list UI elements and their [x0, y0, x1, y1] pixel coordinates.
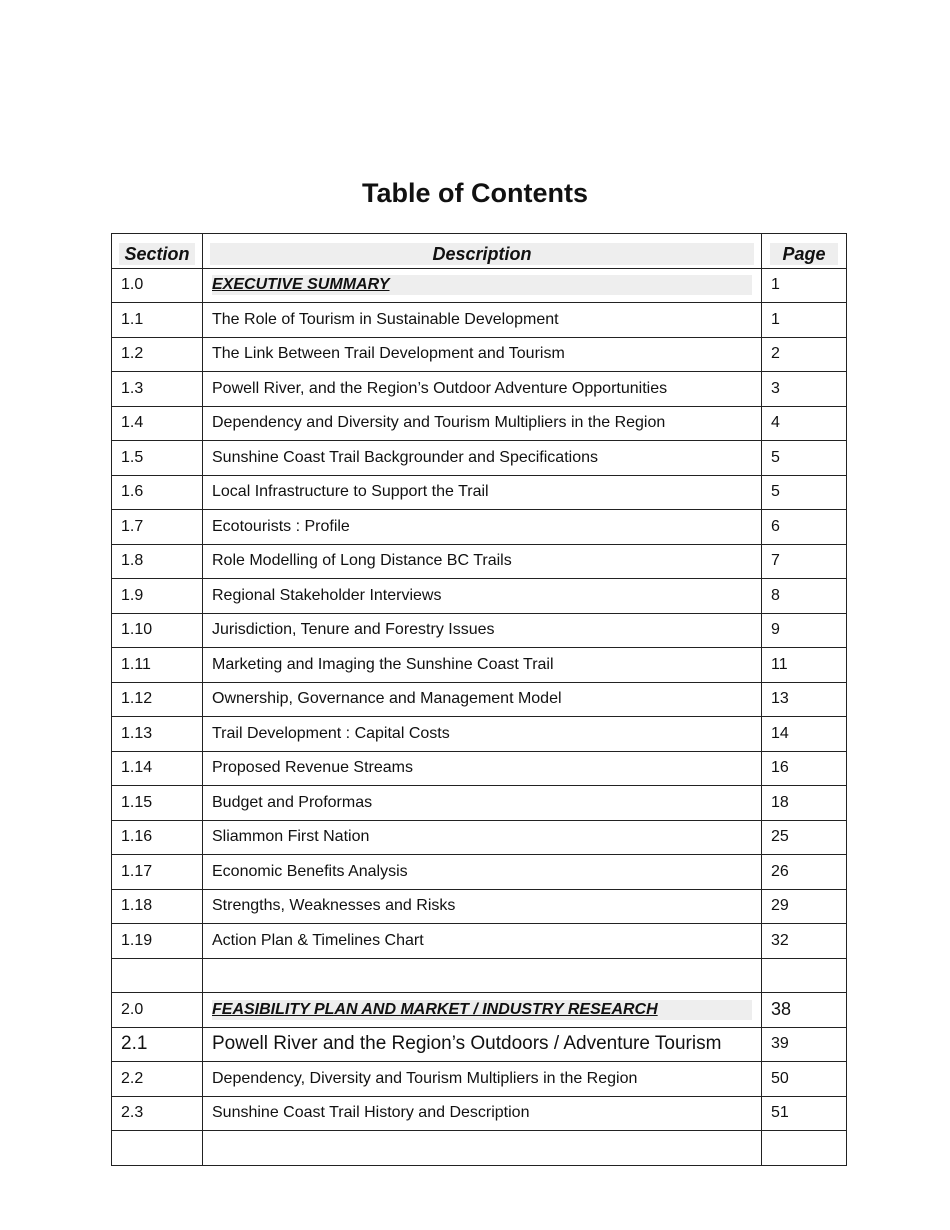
toc-row[interactable]: [112, 544, 847, 579]
section-number: 1.5: [112, 441, 203, 476]
truncated-row: [112, 1131, 847, 1166]
toc-row[interactable]: [112, 855, 847, 890]
page-number: 13: [762, 682, 847, 717]
section-number: 1.11: [112, 648, 203, 683]
section-number: 1.1: [112, 303, 203, 338]
section-number: 1.2: [112, 337, 203, 372]
section-title: Powell River, and the Region’s Outdoor Adventure Opportunities: [203, 372, 762, 407]
section-title: FEASIBILITY PLAN AND MARKET / INDUSTRY RESEARCH: [203, 993, 762, 1028]
toc-row[interactable]: [112, 372, 847, 407]
toc-row[interactable]: [112, 441, 847, 476]
toc-row[interactable]: [112, 579, 847, 614]
page-number: 8: [762, 579, 847, 614]
section-title: Local Infrastructure to Support the Trail: [203, 475, 762, 510]
page-number: 18: [762, 786, 847, 821]
section-title: The Role of Tourism in Sustainable Development: [203, 303, 762, 338]
section-number: 1.7: [112, 510, 203, 545]
section-number: 1.8: [112, 544, 203, 579]
section-number: 1.6: [112, 475, 203, 510]
toc-row[interactable]: [112, 475, 847, 510]
page-number: 5: [762, 441, 847, 476]
section-title: The Link Between Trail Development and Tourism: [203, 337, 762, 372]
section-title: Regional Stakeholder Interviews: [203, 579, 762, 614]
toc-row[interactable]: [112, 786, 847, 821]
section-title: Action Plan & Timelines Chart: [203, 924, 762, 959]
toc-row[interactable]: [112, 1062, 847, 1097]
table-header-row: [112, 234, 847, 269]
section-title: Marketing and Imaging the Sunshine Coast Trail: [203, 648, 762, 683]
section-title: Role Modelling of Long Distance BC Trails: [203, 544, 762, 579]
toc-row[interactable]: [112, 613, 847, 648]
section-number: 1.13: [112, 717, 203, 752]
section-title: Powell River and the Region’s Outdoors / Adventure Tourism: [203, 1027, 762, 1062]
page-number: 26: [762, 855, 847, 890]
section-title: Ownership, Governance and Management Model: [203, 682, 762, 717]
toc-row[interactable]: [112, 406, 847, 441]
page-number: 1: [762, 268, 847, 303]
page-number: 6: [762, 510, 847, 545]
section-number: 1.15: [112, 786, 203, 821]
toc-row[interactable]: [112, 889, 847, 924]
toc-row[interactable]: [112, 924, 847, 959]
toc-row-major[interactable]: [112, 993, 847, 1028]
section-number: 1.14: [112, 751, 203, 786]
toc-row[interactable]: [112, 1027, 847, 1062]
section-number: 2.2: [112, 1062, 203, 1097]
toc-row[interactable]: [112, 510, 847, 545]
toc-row[interactable]: [112, 820, 847, 855]
page-number: 1: [762, 303, 847, 338]
spacer-row: [112, 958, 847, 993]
toc-row[interactable]: [112, 648, 847, 683]
page-number: 7: [762, 544, 847, 579]
section-number: 1.16: [112, 820, 203, 855]
section-title: Economic Benefits Analysis: [203, 855, 762, 890]
section-title: Jurisdiction, Tenure and Forestry Issues: [203, 613, 762, 648]
empty-cell: [112, 958, 203, 993]
section-number: 1.18: [112, 889, 203, 924]
section-title: Ecotourists : Profile: [203, 510, 762, 545]
section-title: Strengths, Weaknesses and Risks: [203, 889, 762, 924]
page-number: 50: [762, 1062, 847, 1097]
section-number: 1.4: [112, 406, 203, 441]
section-header: Section: [112, 234, 203, 269]
section-number: 1.3: [112, 372, 203, 407]
section-number: 2.1: [112, 1027, 203, 1062]
page-number: 9: [762, 613, 847, 648]
empty-cell: [762, 958, 847, 993]
page-number: 51: [762, 1096, 847, 1131]
page-number: 3: [762, 372, 847, 407]
section-number: 1.19: [112, 924, 203, 959]
empty-cell: [112, 1131, 203, 1166]
toc-row[interactable]: [112, 1096, 847, 1131]
toc-table: [111, 233, 847, 1166]
empty-cell: [203, 958, 762, 993]
toc-row[interactable]: [112, 337, 847, 372]
empty-cell: [203, 1131, 762, 1166]
page-title: Table of Contents: [362, 178, 588, 208]
page-header: Page: [762, 234, 847, 269]
toc-row[interactable]: [112, 303, 847, 338]
toc-row-major[interactable]: [112, 268, 847, 303]
toc-row[interactable]: [112, 717, 847, 752]
section-title: Budget and Proformas: [203, 786, 762, 821]
section-title: Sunshine Coast Trail Backgrounder and Specifications: [203, 441, 762, 476]
page-number: 2: [762, 337, 847, 372]
section-number: 2.0: [112, 993, 203, 1028]
section-title: Sunshine Coast Trail History and Description: [203, 1096, 762, 1131]
toc-row[interactable]: [112, 682, 847, 717]
page-number: 39: [762, 1027, 847, 1062]
toc-row[interactable]: [112, 751, 847, 786]
page-number: 32: [762, 924, 847, 959]
section-number: 2.3: [112, 1096, 203, 1131]
section-title: Trail Development : Capital Costs: [203, 717, 762, 752]
section-number: 1.10: [112, 613, 203, 648]
page-number: 5: [762, 475, 847, 510]
page-number: 25: [762, 820, 847, 855]
section-number: 1.9: [112, 579, 203, 614]
page-number: 14: [762, 717, 847, 752]
section-number: 1.17: [112, 855, 203, 890]
page-number: 29: [762, 889, 847, 924]
page-number: 11: [762, 648, 847, 683]
section-title: Dependency and Diversity and Tourism Multipliers in the Region: [203, 406, 762, 441]
section-title: Proposed Revenue Streams: [203, 751, 762, 786]
section-number: 1.0: [112, 268, 203, 303]
section-number: 1.12: [112, 682, 203, 717]
section-title: Dependency, Diversity and Tourism Multipliers in the Region: [203, 1062, 762, 1097]
page-number: 16: [762, 751, 847, 786]
section-title: Sliammon First Nation: [203, 820, 762, 855]
empty-cell: [762, 1131, 847, 1166]
section-title: EXECUTIVE SUMMARY: [203, 268, 762, 303]
page-number: 38: [762, 993, 847, 1028]
description-header: Description: [203, 234, 762, 269]
page-number: 4: [762, 406, 847, 441]
